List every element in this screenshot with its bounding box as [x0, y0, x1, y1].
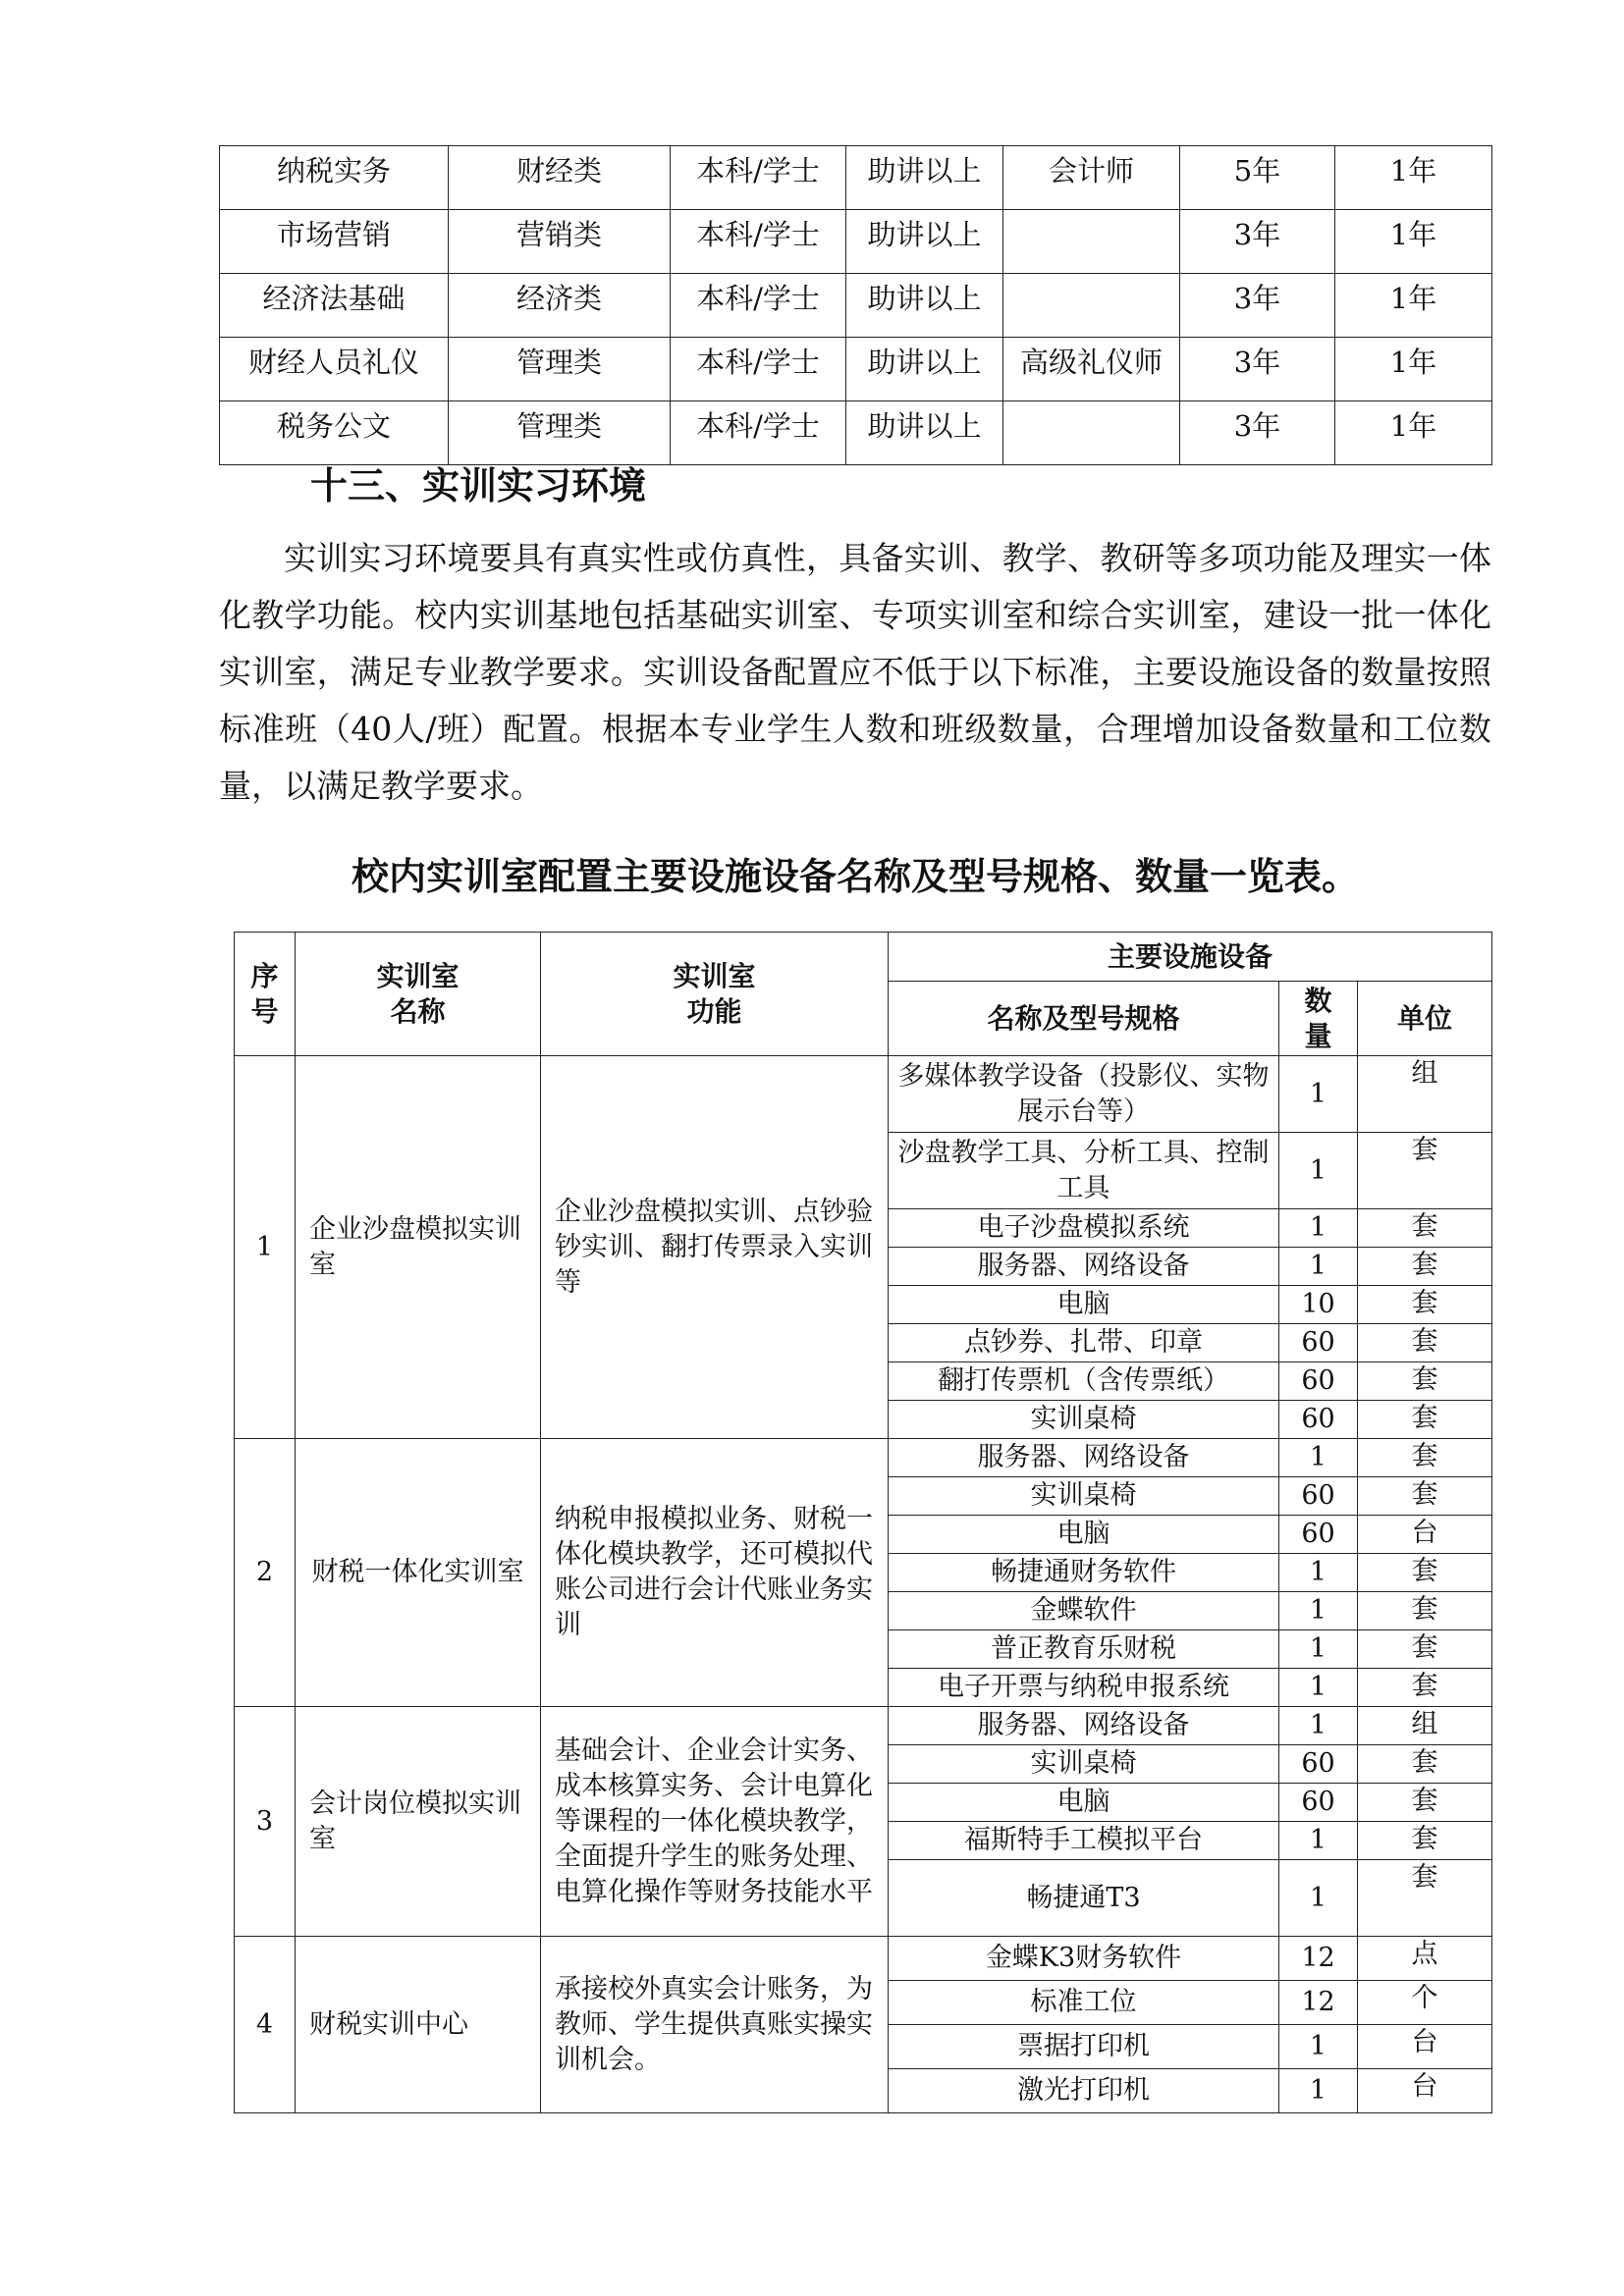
- equipment-quantity: 60: [1279, 1516, 1358, 1554]
- equipment-quantity: 1: [1279, 2025, 1358, 2069]
- table-cell: 本科/学士: [671, 401, 846, 465]
- equipment-item-name: 电子开票与纳税申报系统: [889, 1669, 1279, 1707]
- table-cell: 管理类: [449, 338, 671, 401]
- equipment-unit: 个: [1358, 1981, 1492, 2025]
- table-row: [235, 1439, 1492, 1477]
- equipment-unit: 套: [1358, 1439, 1492, 1477]
- header-seq: 序号: [235, 933, 296, 1056]
- table-cell: 1年: [1335, 338, 1492, 401]
- table-cell: [1003, 210, 1180, 274]
- equipment-item-name: 多媒体教学设备（投影仪、实物展示台等）: [889, 1056, 1279, 1133]
- equipment-unit: 套: [1358, 1209, 1492, 1248]
- equipment-item-name: 电脑: [889, 1516, 1279, 1554]
- room-name: 财税一体化实训室: [296, 1439, 541, 1707]
- equipment-unit: 套: [1358, 1822, 1492, 1860]
- header-room-name: 实训室名称: [296, 933, 541, 1056]
- equipment-item-name: 服务器、网络设备: [889, 1707, 1279, 1745]
- equipment-unit: 台: [1358, 2069, 1492, 2113]
- equipment-unit: 套: [1358, 1554, 1492, 1592]
- equipment-quantity: 1: [1279, 1822, 1358, 1860]
- equipment-quantity: 1: [1279, 1707, 1358, 1745]
- table-cell: 会计师: [1003, 146, 1180, 210]
- table-cell: [1003, 401, 1180, 465]
- header-quantity: 数量: [1279, 982, 1358, 1056]
- room-name: 财税实训中心: [296, 1937, 541, 2113]
- table-cell: 财经人员礼仪: [220, 338, 449, 401]
- room-seq: 4: [235, 1937, 296, 2113]
- equipment-unit: 台: [1358, 1516, 1492, 1554]
- equipment-table: [234, 932, 1492, 2113]
- table-cell: 助讲以上: [846, 274, 1003, 338]
- equipment-item-name: 金蝶K3财务软件: [889, 1937, 1279, 1981]
- equipment-quantity: 1: [1279, 2069, 1358, 2113]
- table-cell: 助讲以上: [846, 401, 1003, 465]
- equipment-unit: 组: [1358, 1056, 1492, 1133]
- table-cell: 3年: [1180, 210, 1335, 274]
- table-cell: 本科/学士: [671, 338, 846, 401]
- room-seq: 2: [235, 1439, 296, 1707]
- equipment-quantity: 1: [1279, 1592, 1358, 1630]
- header-item-name: 名称及型号规格: [889, 982, 1279, 1056]
- room-function: 企业沙盘模拟实训、点钞验钞实训、翻打传票录入实训等: [541, 1056, 889, 1439]
- equipment-item-name: 电脑: [889, 1784, 1279, 1822]
- equipment-quantity: 60: [1279, 1784, 1358, 1822]
- equipment-quantity: 1: [1279, 1248, 1358, 1286]
- table-cell: 纳税实务: [220, 146, 449, 210]
- equipment-quantity: 1: [1279, 1669, 1358, 1707]
- equipment-item-name: 服务器、网络设备: [889, 1248, 1279, 1286]
- table-cell: 1年: [1335, 210, 1492, 274]
- equipment-unit: 点: [1358, 1937, 1492, 1981]
- equipment-item-name: 电脑: [889, 1286, 1279, 1324]
- body-paragraph: 实训实习环境要具有真实性或仿真性，具备实训、教学、教研等多项功能及理实一体化教学功能。校内实训基地包括基础实训室、专项实训室和综合实训室，建设一批一体化实训室，满足专业教学要求。实训设备配置应不低于以下标准，主要设施设备的数量按照标准班（40人/班）配置。根据本专业学生人数和班级数量，合理增加设备数量和工位数量，以满足教学要求。: [219, 539, 1491, 805]
- room-seq: 1: [235, 1056, 296, 1439]
- table-cell: 高级礼仪师: [1003, 338, 1180, 401]
- equipment-unit: 台: [1358, 2025, 1492, 2069]
- room-seq: 3: [235, 1707, 296, 1937]
- equipment-quantity: 1: [1279, 1554, 1358, 1592]
- table-row: [220, 210, 1492, 274]
- table-row: [220, 401, 1492, 465]
- equipment-quantity: 60: [1279, 1477, 1358, 1516]
- equipment-quantity: 60: [1279, 1401, 1358, 1439]
- equipment-item-name: 点钞券、扎带、印章: [889, 1324, 1279, 1362]
- equipment-quantity: 1: [1279, 1630, 1358, 1669]
- table-cell: 3年: [1180, 338, 1335, 401]
- equipment-item-name: 实训桌椅: [889, 1745, 1279, 1784]
- table-cell: 助讲以上: [846, 210, 1003, 274]
- equipment-unit: 套: [1358, 1324, 1492, 1362]
- section-heading: 十三、实训实习环境: [310, 464, 647, 507]
- header-unit: 单位: [1358, 982, 1492, 1056]
- equipment-unit: 套: [1358, 1362, 1492, 1401]
- equipment-item-name: 实训桌椅: [889, 1401, 1279, 1439]
- equipment-item-name: 沙盘教学工具、分析工具、控制工具: [889, 1133, 1279, 1209]
- table-cell: 本科/学士: [671, 274, 846, 338]
- equipment-quantity: 1: [1279, 1860, 1358, 1937]
- teacher-qualification-table: [219, 145, 1492, 465]
- equipment-unit: 套: [1358, 1745, 1492, 1784]
- header-room-function: 实训室功能: [541, 933, 889, 1056]
- table-cell: 营销类: [449, 210, 671, 274]
- equipment-unit: 套: [1358, 1477, 1492, 1516]
- equipment-unit: 套: [1358, 1860, 1492, 1937]
- equipment-quantity: 1: [1279, 1439, 1358, 1477]
- table-cell: 税务公文: [220, 401, 449, 465]
- table-row: [235, 1056, 1492, 1133]
- equipment-quantity: 60: [1279, 1362, 1358, 1401]
- equipment-unit: 套: [1358, 1248, 1492, 1286]
- equipment-item-name: 金蝶软件: [889, 1592, 1279, 1630]
- table-cell: 1年: [1335, 146, 1492, 210]
- equipment-quantity: 60: [1279, 1745, 1358, 1784]
- room-function: 承接校外真实会计账务，为教师、学生提供真账实操实训机会。: [541, 1937, 889, 2113]
- equipment-unit: 组: [1358, 1707, 1492, 1745]
- table-row: [235, 1707, 1492, 1745]
- equipment-item-name: 福斯特手工模拟平台: [889, 1822, 1279, 1860]
- table-cell: 3年: [1180, 274, 1335, 338]
- table-cell: 本科/学士: [671, 146, 846, 210]
- equipment-quantity: 1: [1279, 1209, 1358, 1248]
- equipment-unit: 套: [1358, 1133, 1492, 1209]
- equipment-item-name: 电子沙盘模拟系统: [889, 1209, 1279, 1248]
- equipment-item-name: 激光打印机: [889, 2069, 1279, 2113]
- equipment-item-name: 畅捷通财务软件: [889, 1554, 1279, 1592]
- table-cell: 管理类: [449, 401, 671, 465]
- table-cell: 财经类: [449, 146, 671, 210]
- equipment-item-name: 票据打印机: [889, 2025, 1279, 2069]
- equipment-quantity: 1: [1279, 1056, 1358, 1133]
- table-cell: 5年: [1180, 146, 1335, 210]
- table-cell: 3年: [1180, 401, 1335, 465]
- table-cell: [1003, 274, 1180, 338]
- equipment-unit: 套: [1358, 1592, 1492, 1630]
- table-cell: 经济类: [449, 274, 671, 338]
- room-name: 企业沙盘模拟实训室: [296, 1056, 541, 1439]
- table-cell: 助讲以上: [846, 338, 1003, 401]
- equipment-quantity: 12: [1279, 1937, 1358, 1981]
- equipment-item-name: 畅捷通T3: [889, 1860, 1279, 1937]
- equipment-quantity: 60: [1279, 1324, 1358, 1362]
- equipment-unit: 套: [1358, 1401, 1492, 1439]
- table-cell: 1年: [1335, 401, 1492, 465]
- table-row: [220, 338, 1492, 401]
- table-cell: 市场营销: [220, 210, 449, 274]
- equipment-item-name: 翻打传票机（含传票纸）: [889, 1362, 1279, 1401]
- equipment-unit: 套: [1358, 1669, 1492, 1707]
- table-cell: 本科/学士: [671, 210, 846, 274]
- room-function: 纳税申报模拟业务、财税一体化模块教学，还可模拟代账公司进行会计代账业务实训: [541, 1439, 889, 1707]
- room-function: 基础会计、企业会计实务、成本核算实务、会计电算化等课程的一体化模块教学，全面提升学生的账务处理、电算化操作等财务技能水平: [541, 1707, 889, 1937]
- table-cell: 经济法基础: [220, 274, 449, 338]
- equipment-quantity: 1: [1279, 1133, 1358, 1209]
- equipment-unit: 套: [1358, 1630, 1492, 1669]
- room-name: 会计岗位模拟实训室: [296, 1707, 541, 1937]
- header-equipment: 主要设施设备: [889, 933, 1492, 982]
- table-cell: 助讲以上: [846, 146, 1003, 210]
- equipment-unit: 套: [1358, 1784, 1492, 1822]
- equipment-item-name: 标准工位: [889, 1981, 1279, 2025]
- equipment-quantity: 10: [1279, 1286, 1358, 1324]
- equipment-quantity: 12: [1279, 1981, 1358, 2025]
- equipment-unit: 套: [1358, 1286, 1492, 1324]
- table-cell: 1年: [1335, 274, 1492, 338]
- equipment-item-name: 实训桌椅: [889, 1477, 1279, 1516]
- table-row: [220, 146, 1492, 210]
- equipment-item-name: 普正教育乐财税: [889, 1630, 1279, 1669]
- equipment-item-name: 服务器、网络设备: [889, 1439, 1279, 1477]
- table-row: [220, 274, 1492, 338]
- table-row: [235, 1937, 1492, 1981]
- equipment-table-caption: 校内实训室配置主要设施设备名称及型号规格、数量一览表。: [351, 855, 1359, 898]
